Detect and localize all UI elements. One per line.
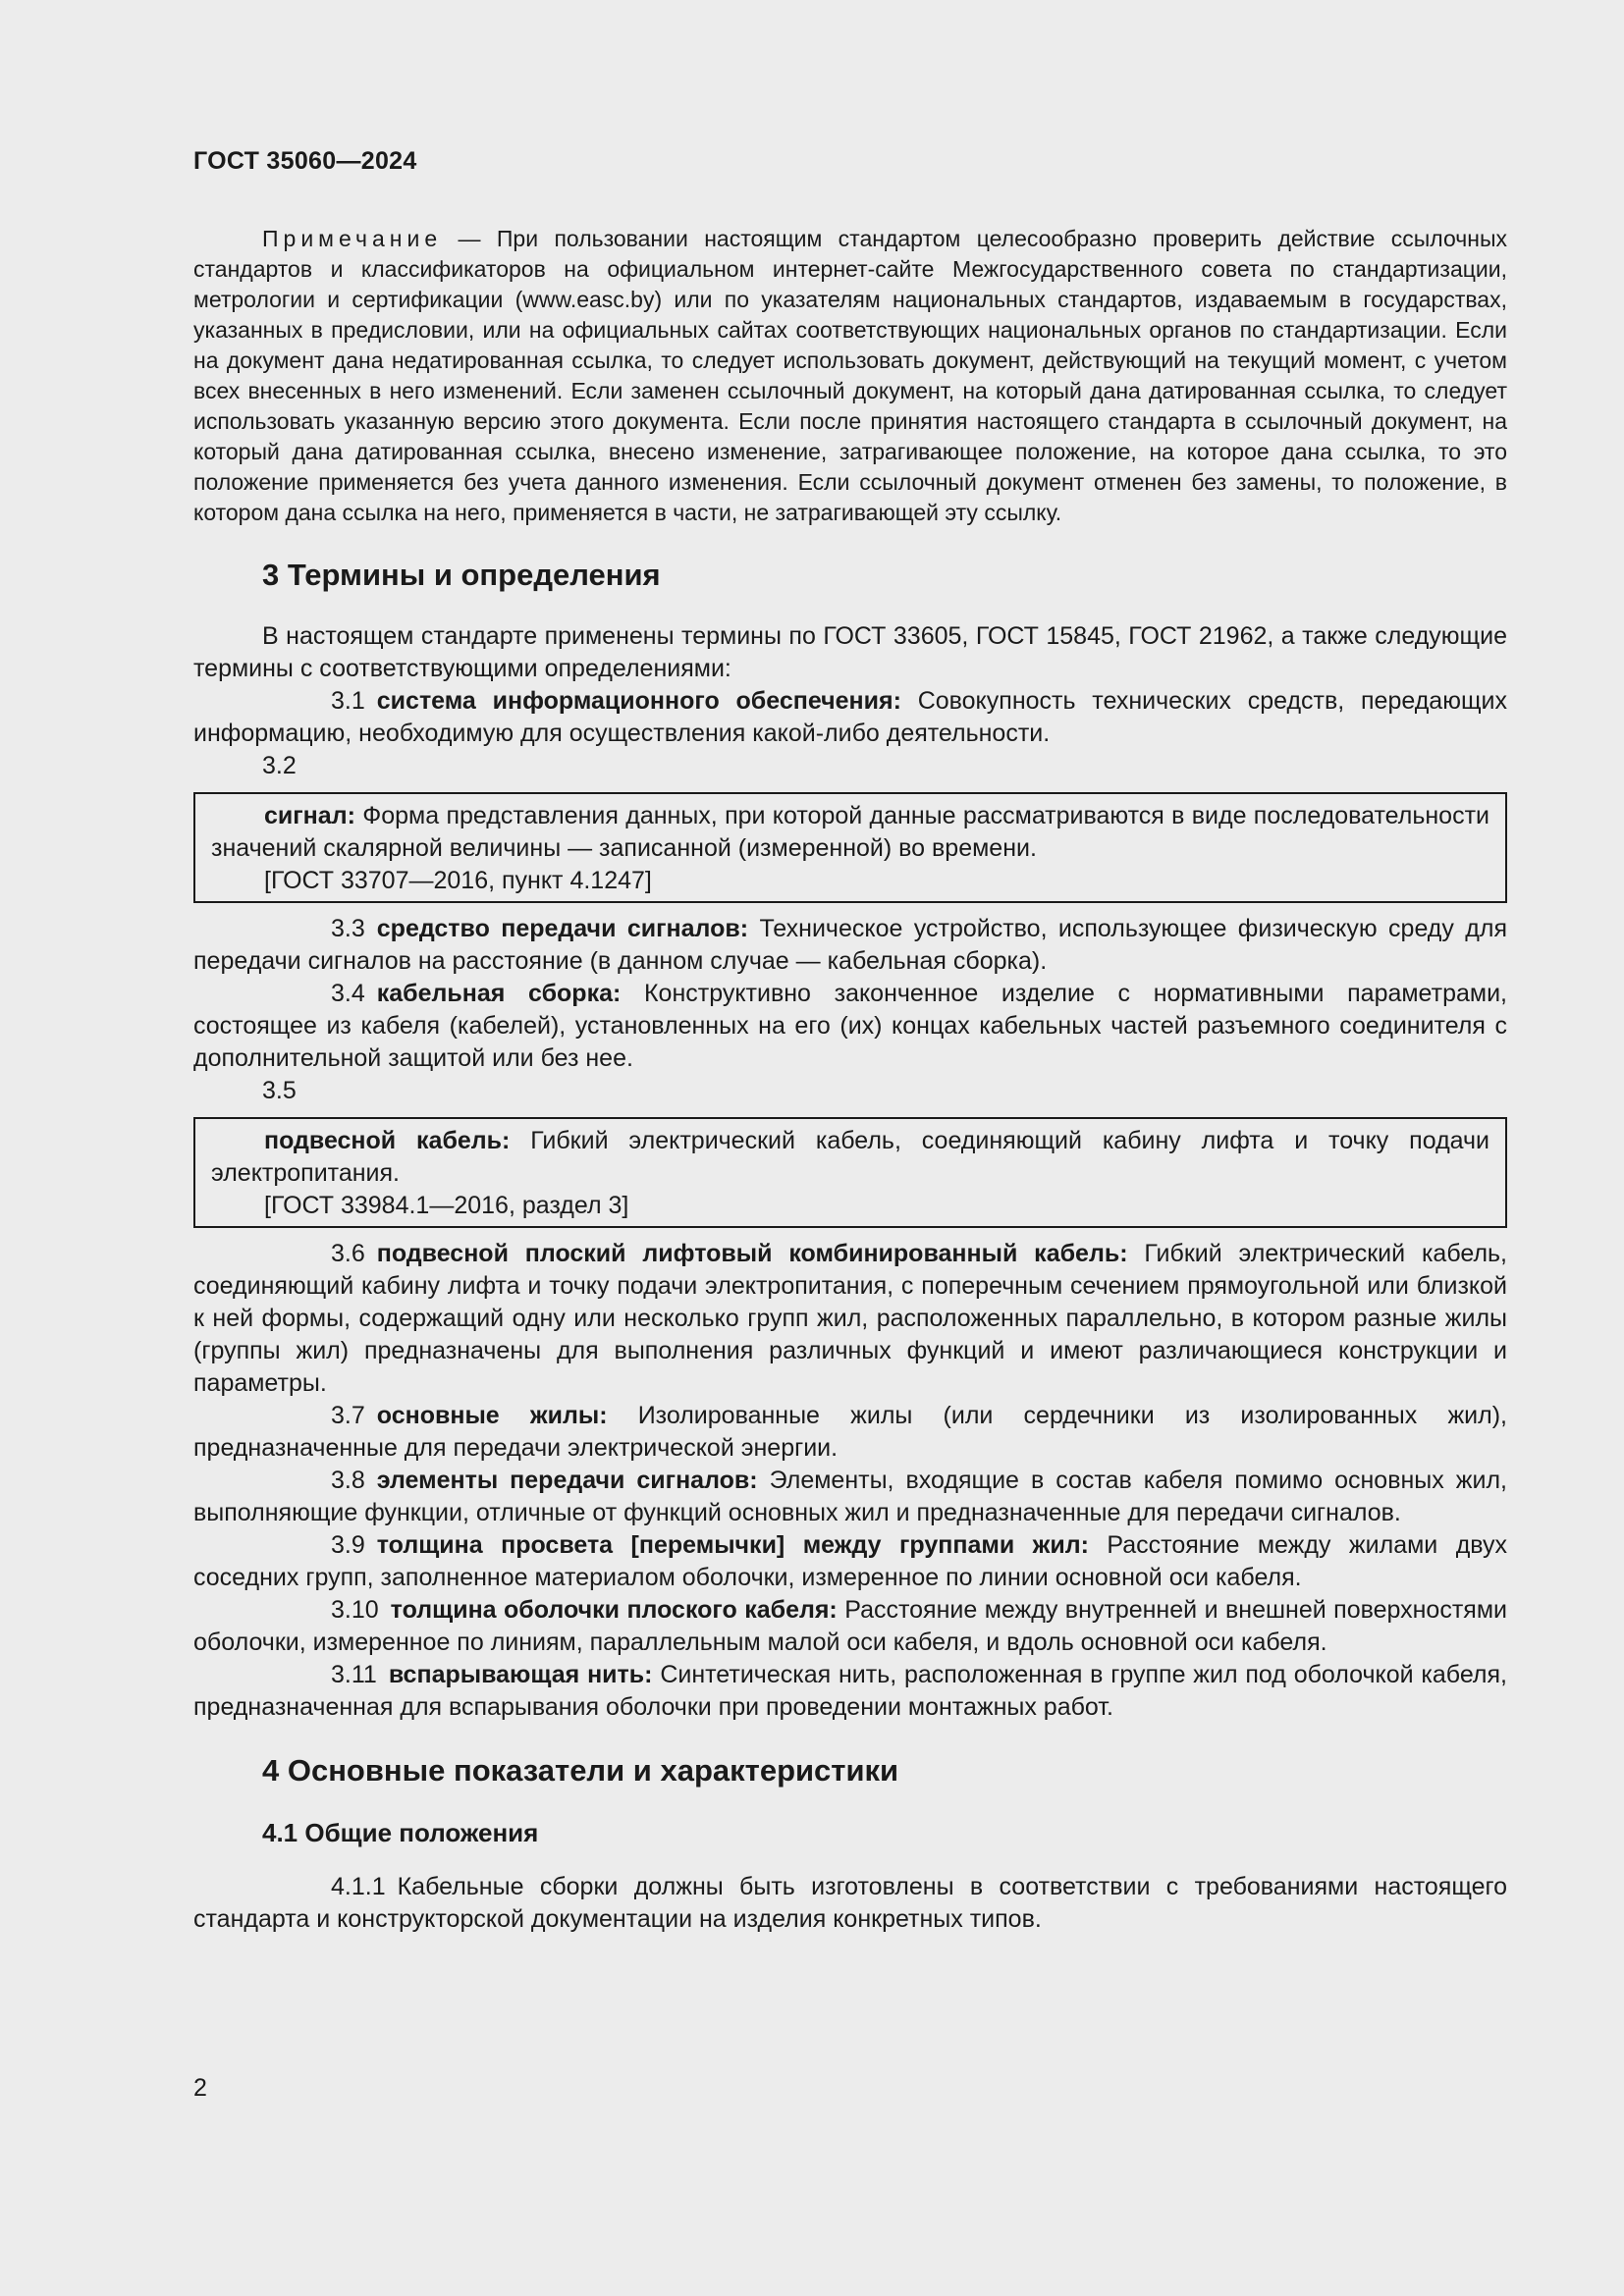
term-3-2-box <box>193 792 1507 903</box>
section-3-intro: В настоящем стандарте применены термины по ГОСТ 33605, ГОСТ 15845, ГОСТ 21962, а также следующие термины с соответствующими определениями: <box>193 622 1507 682</box>
term-3-2-source: [ГОСТ 33707—2016, пункт 4.1247] <box>264 867 652 894</box>
term-3-9: 3.9 толщина просвета [перемычки] между группами жил: Расстояние между жилами двух соседних групп, заполненное материалом оболочки, измеренное по линии основной оси кабеля. <box>193 1531 1508 1591</box>
term-3-8: 3.8 элементы передачи сигналов: Элементы, входящие в состав кабеля помимо основных жил, выполняющие функции, отличные от функций основных жил и предназначенные для передачи сигналов. <box>193 1467 1507 1526</box>
term-3-4: 3.4 кабельная сборка: Конструктивно законченное изделие с нормативными параметрами, состоящее из кабеля (кабелей), установленных на его (их) концах кабельных частей разъемного соединителя с дополнительной защитой или без нее. <box>193 980 1507 1072</box>
term-3-5-number: 3.5 <box>262 1077 297 1104</box>
term-3-5: подвесной кабель: Гибкий электрический кабель, соединяющий кабину лифта и точку подачи электропитания. <box>211 1127 1489 1187</box>
term-3-2-number: 3.2 <box>262 752 297 779</box>
term-3-11: 3.11 вспарывающая нить: Синтетическая нить, расположенная в группе жил под оболочкой кабеля, предназначенная для вспарывания оболочки при проведении монтажных работ. <box>193 1661 1507 1721</box>
reference-note <box>193 224 1507 528</box>
term-3-3: 3.3 средство передачи сигналов: Техническое устройство, использующее физическую среду для передачи сигналов на расстояние (в данном случае — кабельная сборка). <box>193 915 1507 975</box>
document-header: ГОСТ 35060—2024 <box>193 147 417 175</box>
term-3-10: 3.10 толщина оболочки плоского кабеля: Расстояние между внутренней и внешней поверхностями оболочки, измеренное по линиям, параллельным малой оси кабеля, и вдоль основной оси кабеля. <box>193 1596 1507 1656</box>
note-label: Примечание <box>262 226 443 251</box>
term-3-1: 3.1 система информационного обеспечения: Совокупность технических средств, передающих информацию, необходимую для осуществления какой-либо деятельности. <box>193 687 1507 747</box>
term-3-7: 3.7 основные жилы: Изолированные жилы (или сердечники из изолированных жил), предназначенные для передачи электрической энергии. <box>193 1402 1507 1462</box>
clause-4-1-1: 4.1.1 Кабельные сборки должны быть изготовлены в соответствии с требованиями настоящего стандарта и конструкторской документации на изделия конкретных типов. <box>193 1873 1507 1933</box>
term-3-2: сигнал: Форма представления данных, при которой данные рассматриваются в виде последовательности значений скалярной величины — записанной (измеренной) во времени. <box>211 802 1489 862</box>
subsection-4-1-title: 4.1 Общие положения <box>262 1818 539 1847</box>
document-content <box>193 224 1507 1936</box>
term-3-5-box <box>193 1117 1507 1228</box>
term-3-5-source: [ГОСТ 33984.1—2016, раздел 3] <box>264 1192 629 1219</box>
section-3-title: 3 Термины и определения <box>262 558 661 592</box>
term-3-6: 3.6 подвесной плоский лифтовый комбинированный кабель: Гибкий электрический кабель, соединяющий кабину лифта и точку подачи электропитания, с поперечным сечением прямоугольной или близкой к ней формы, содержащий одну или несколько групп жил, расположенных параллельно, в котором разные жилы (группы жил) предназначены для выполнения различных функций и имеют различающиеся конструкции и параметры. <box>193 1240 1508 1397</box>
note-text: — При пользовании настоящим стандартом целесообразно проверить действие ссылочных стандартов и классификаторов на официальном интернет-сайте Межгосударственного совета по стандартизации, метрологии и сертификации (www.easc.by) или по указателям национальных стандартов, издаваемым в государствах, указанных в предисловии, или на официальных сайтах соответствующих национальных органов по стандартизации. Если на документ дана недатированная ссылка, то следует использовать документ, действующий на текущий момент, с учетом всех внесенных в него изменений. Если заменен ссылочный документ, на который дана датированная ссылка, то следует использовать указанную версию этого документа. Если после принятия настоящего стандарта в ссылочный документ, на который дана датированная ссылка, внесено изменение, затрагивающее положение, на которое дана ссылка, то это положение применяется без учета данного изменения. Если ссылочный документ отменен без замены, то положение, в котором дана ссылка на него, применяется в части, не затрагивающей эту ссылку. <box>193 226 1507 525</box>
section-4-title: 4 Основные показатели и характеристики <box>262 1753 899 1788</box>
page-number: 2 <box>193 2074 207 2102</box>
